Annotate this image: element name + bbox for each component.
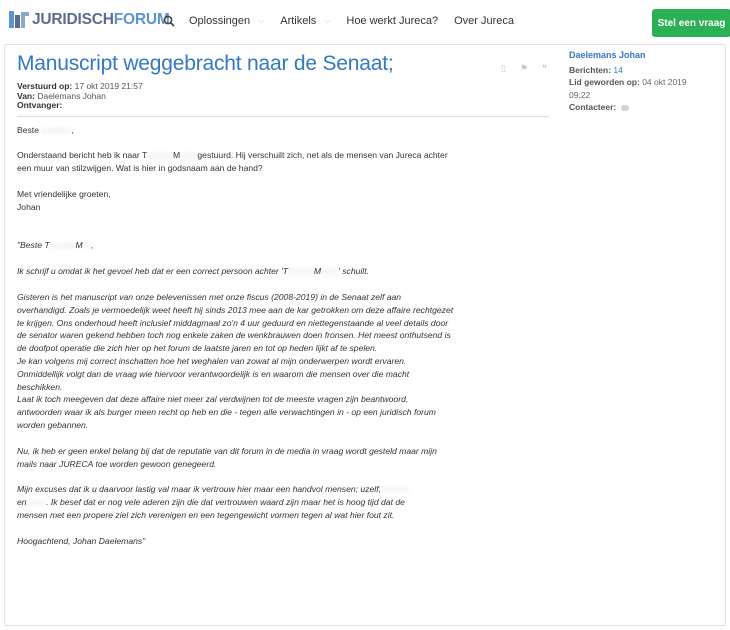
q2-line: Laat ik toch meegeven dat deze affaire niet meer zal verdwijnen tot de meeste vragen zijn beantwoord, xyxy=(17,394,409,405)
quote-icon[interactable]: ❝ xyxy=(542,63,547,73)
logo-text-juridisch: JURIDISCH xyxy=(32,11,114,28)
nav-item-label: Over Jureca xyxy=(454,15,515,27)
q4-part-d: mensen met een propere ziel zich verenigen en een tegengewicht vormen tegen al wat hier fout zit. xyxy=(17,510,395,521)
q2-line: Je kan volgens mij correct inschatten hoe het weghalen van zowat al mijn onderwerpen wordt ervaren. xyxy=(17,356,407,367)
author-joined xyxy=(569,76,719,100)
q2-line: worden gebannen. xyxy=(17,420,89,431)
flag-icon[interactable]: ⚑ xyxy=(519,63,529,73)
message-meta xyxy=(17,82,557,111)
paragraph-1 xyxy=(17,149,549,175)
q2-line: Onmiddellijk volgt dan de vraag wie hiervoor verantwoordelijk is en waarom die mensen over die macht xyxy=(17,368,410,379)
joined-value-date: 04 okt 2019 xyxy=(642,77,687,88)
redacted-name: xxxxxx xyxy=(383,484,410,495)
greeting-end: , xyxy=(71,124,74,135)
message-post xyxy=(17,51,557,548)
divider xyxy=(17,116,549,117)
greeting-text: Beste xyxy=(17,124,39,135)
quote-paragraph-1 xyxy=(17,265,549,278)
redacted-name: xxxxxx xyxy=(147,150,174,161)
greeting xyxy=(17,124,549,137)
closing-line-2: Johan xyxy=(17,201,41,212)
q-greeting-b: M xyxy=(75,240,83,251)
ask-question-button[interactable]: Stel een vraag xyxy=(652,9,730,37)
q-greeting-c: , xyxy=(91,240,94,251)
search-icon[interactable] xyxy=(163,15,175,27)
logo-text-forum: FORUM xyxy=(113,11,170,28)
p1-part-c: gestuurd. Hij verschuilt zich, net als de mensen van Jureca achter xyxy=(197,150,448,161)
closing-line-1: Met vriendelijke groeten, xyxy=(17,188,111,199)
joined-value-time: 09:22 xyxy=(569,89,591,100)
from-label: Van: xyxy=(17,90,35,101)
nav-item-label: Hoe werkt Jureca? xyxy=(346,15,439,27)
quote-greeting xyxy=(17,239,549,252)
q2-line: overhandigd. Zoals je vermoedelijk weet heeft hij sinds 2013 mee aan de kar getrokken om deze affaire rechtgezet xyxy=(17,304,454,315)
message-body xyxy=(17,124,549,548)
q1-part-b: M xyxy=(313,266,322,277)
quote-paragraph-3 xyxy=(17,445,549,471)
p1-part-a: Onderstaand bericht heb ik naar T xyxy=(17,150,148,161)
joined-label: Lid geworden op: xyxy=(569,77,640,88)
redacted-name: xxxxxxx xyxy=(41,124,72,135)
quoted-message xyxy=(17,239,549,547)
quote-paragraph-2 xyxy=(17,291,549,432)
message-card xyxy=(4,44,726,626)
q1-part-c: ' schuilt. xyxy=(338,266,369,277)
p1-part-d: een muur van stilzwijgen. Wat is hier in godsnaam aan de hand? xyxy=(17,163,263,174)
q2-line: de senator waren gekend hebben toch nog enkele zaken de wenkbrauwen doen fronsen. Het meest onthutsend is xyxy=(17,330,451,341)
nav-item-over-jureca[interactable] xyxy=(454,15,514,27)
redacted-name: xxxx xyxy=(180,150,198,161)
author-name[interactable]: Daelemans Johan xyxy=(569,50,646,60)
author-contact xyxy=(569,101,719,113)
p1-part-b: M xyxy=(173,150,181,161)
nav-item-hoe-werkt-jureca[interactable] xyxy=(346,15,438,27)
q1-part-a: Ik schrijf u omdat ik het gevoel heb dat er een correct persoon achter 'T xyxy=(17,266,289,277)
sent-label: Verstuurd op: xyxy=(17,81,73,91)
q2-line: Gisteren is het manuscript van onze belevenissen met onze fiscus (2008-2019) in de Senaat zelf aan xyxy=(17,292,402,303)
quote-signature: Hoogachtend, Johan Daelemans" xyxy=(17,535,146,546)
redacted-name: xxxx xyxy=(28,497,47,508)
redacted-name: xx xyxy=(82,240,92,251)
posts-value[interactable]: 14 xyxy=(613,65,623,76)
q4-part-c: . Ik besef dat er nog vele aderen zijn die dat vertrouwen waard zijn maar het is hoog tijd dat de xyxy=(46,497,405,508)
quote-paragraph-4 xyxy=(17,483,549,521)
author-posts xyxy=(569,64,719,76)
author-panel xyxy=(569,49,719,113)
posts-label: Berichten: xyxy=(569,65,612,76)
nav-item-artikels[interactable] xyxy=(280,15,330,27)
nav-item-label: Artikels xyxy=(280,15,317,27)
to-label: Ontvanger: xyxy=(17,100,63,110)
q3-line: mails naar JURECA toe worden gewoon genegeerd. xyxy=(17,458,217,469)
q-greeting-a: "Beste T xyxy=(17,240,50,251)
redacted-name: xxxxxx xyxy=(49,240,76,251)
chevron-down-icon: ⌵ xyxy=(324,16,331,25)
site-logo[interactable] xyxy=(8,9,170,31)
top-navigation-bar xyxy=(0,0,730,44)
chat-icon[interactable] xyxy=(621,105,629,111)
sent-value: 17 okt 2019 21:57 xyxy=(74,81,143,91)
q4-part-b: en xyxy=(17,497,27,508)
post-actions xyxy=(501,63,547,74)
nav-item-label: Oplossingen xyxy=(189,15,251,27)
main-nav xyxy=(163,15,530,27)
delete-icon[interactable]: ▯ xyxy=(501,63,506,73)
q2-line: antwoorden waar ik als burger meen recht op heb en die - tegen alle verwachtingen in - op een juridisch forum xyxy=(17,407,436,418)
redacted-name: xxxx xyxy=(321,266,339,277)
nav-item-oplossingen[interactable] xyxy=(189,15,264,27)
q3-line: Nu, ik heb er geen enkel belang bij dat de reputatie van dit forum in de media in vraag wordt gesteld maar mijn xyxy=(17,445,437,456)
contact-label: Contacteer: xyxy=(569,101,617,112)
q2-line: beschikken. xyxy=(17,381,63,392)
q4-part-a: Mijn excuses dat ik u daarvoor lastig val maar ik vertrouw hier maar een handvol mensen; uzelf, xyxy=(17,484,381,495)
chevron-down-icon: ⌵ xyxy=(258,16,265,25)
from-value: Daelemans Johan xyxy=(37,90,106,101)
closing xyxy=(17,188,549,214)
redacted-name: xxxxxx xyxy=(288,266,314,277)
logo-text xyxy=(32,11,170,29)
q2-line: de doofpot operatie die zich hier op het forum de laatste jaren en tot op heden lijkt af te spelen. xyxy=(17,343,378,354)
logo-icon xyxy=(8,9,30,31)
q2-line: te krijgen. Ons onderhoud heeft inclusief middagmaal zo'n 4 uur geduurd en niettegenstaande al veel details door xyxy=(17,317,449,328)
message-title: Manuscript weggebracht naar de Senaat; xyxy=(17,52,394,75)
